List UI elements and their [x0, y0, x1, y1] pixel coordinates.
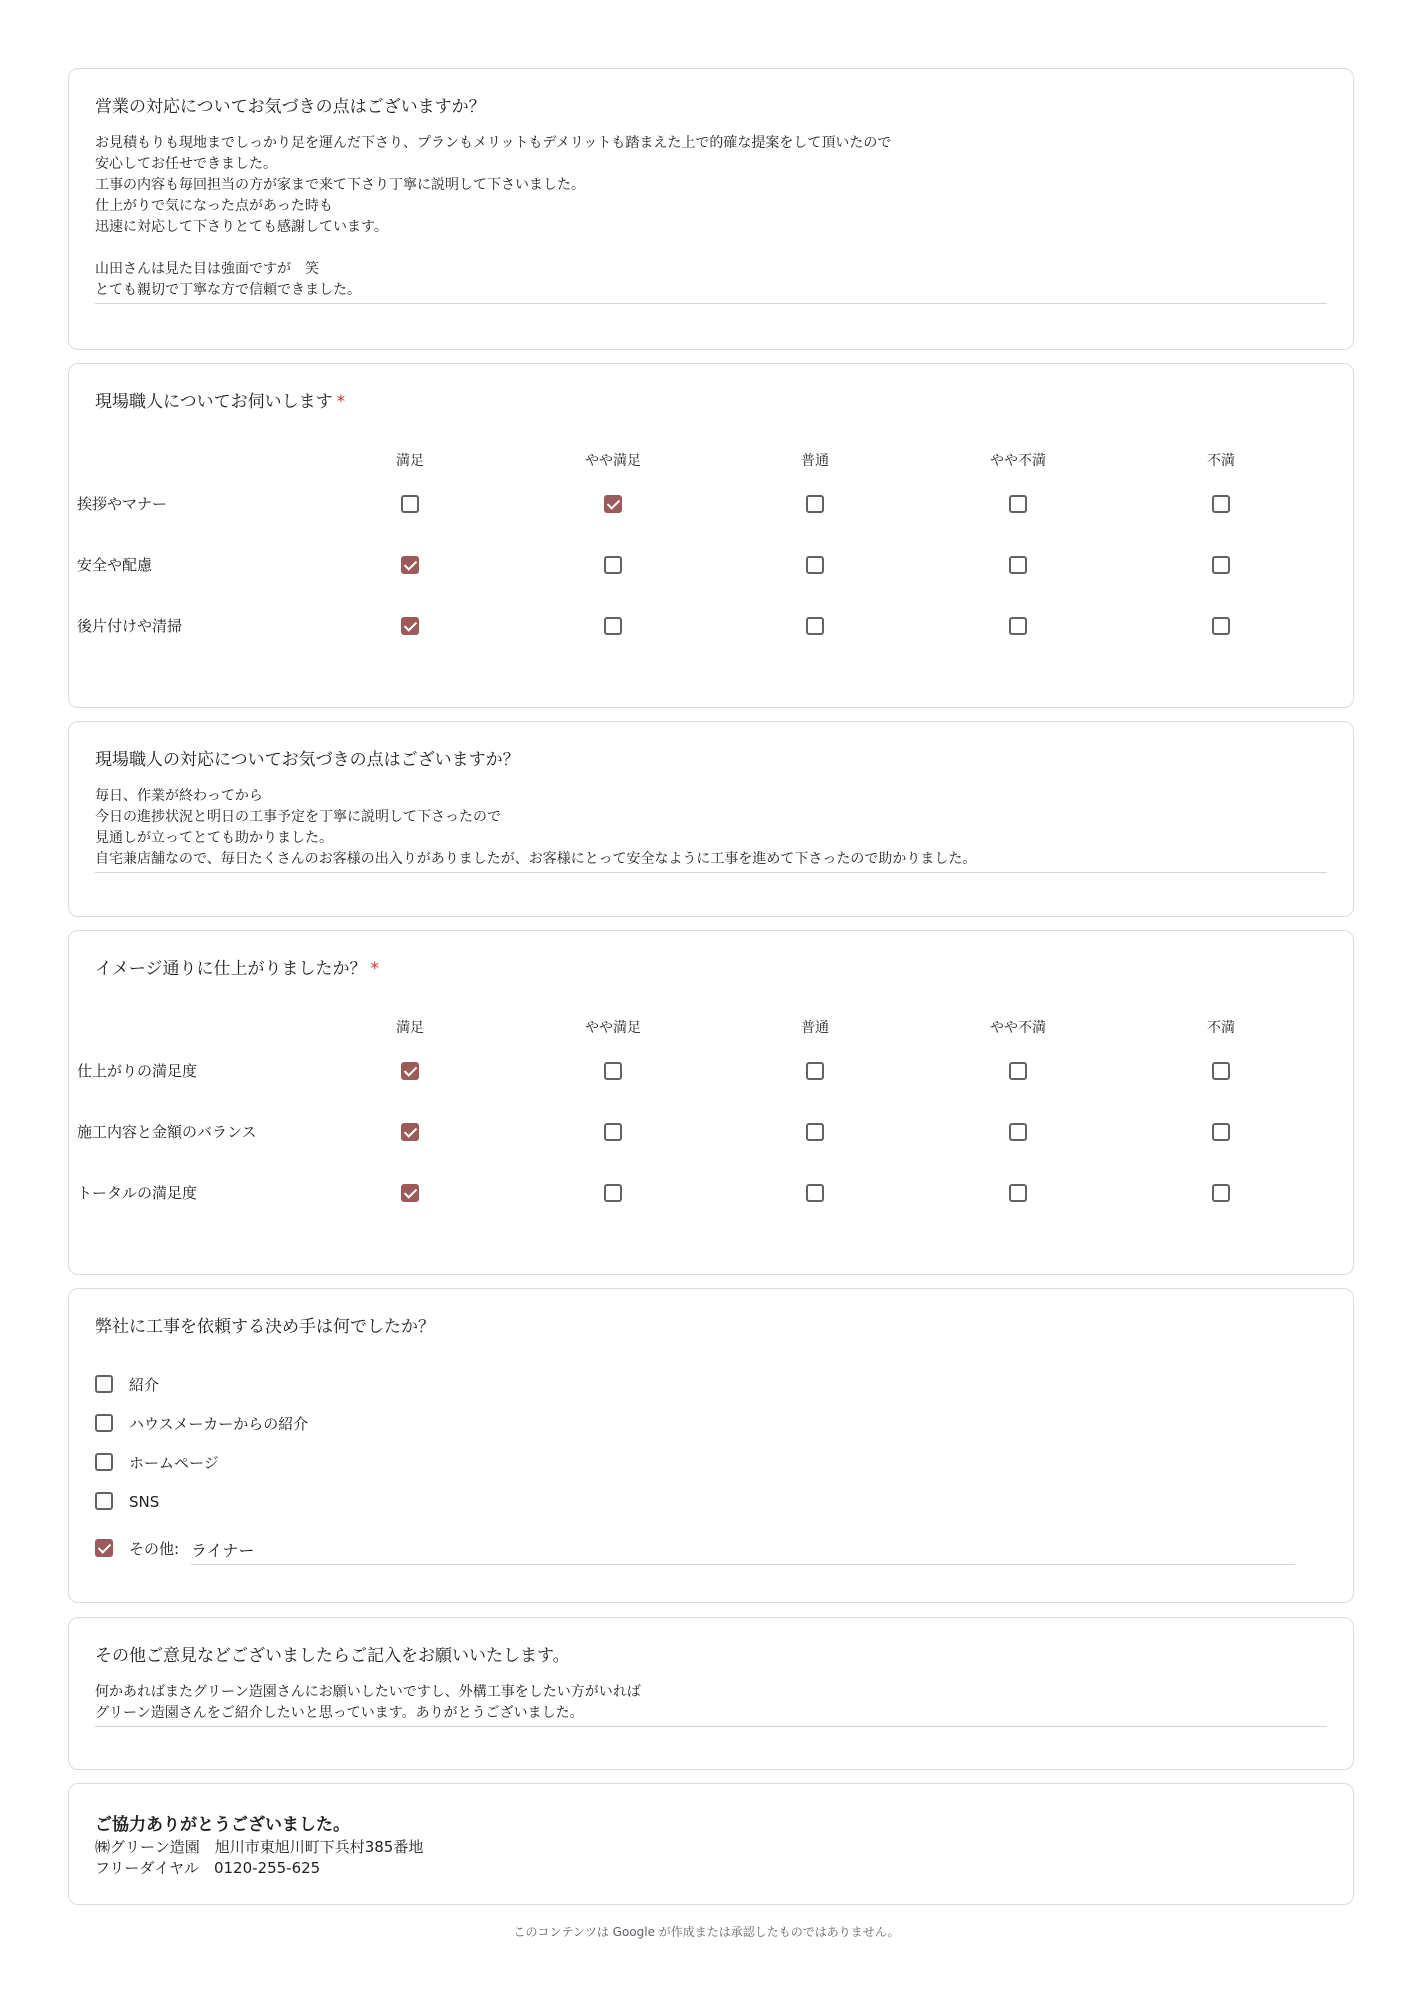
- grid-checkbox[interactable]: [806, 1062, 824, 1080]
- grid-checkbox[interactable]: [1212, 1184, 1230, 1202]
- grid-checkbox-checked[interactable]: [401, 1062, 419, 1080]
- option-other[interactable]: [95, 1538, 1295, 1560]
- answer-text[interactable]: お見積もりも現地までしっかり足を運んだ下さり、プランもメリットもデメリットも踏まえた上で的確な提案をして頂いたので 安心してお任せできました。 工事の内容も毎回担当の方が家まで来て下さり丁寧に説明して下さいました。 仕上がりで気になった点があった時も 迅速に対応して下さりとても感謝しています。 山田さんは見た目は強面ですが 笑 とても親切で丁寧な方で信頼できました。: [95, 133, 1327, 304]
- checkbox[interactable]: [95, 1375, 113, 1393]
- row-label: トータルの満足度: [77, 1184, 198, 1202]
- row-label: 仕上がりの満足度: [77, 1062, 198, 1080]
- required-mark: *: [336, 392, 346, 412]
- grid-checkbox[interactable]: [604, 617, 622, 635]
- column-header: 満足: [396, 1020, 424, 1036]
- question-title: 弊社に工事を依頼する決め手は何でしたか？: [95, 1317, 435, 1337]
- question-title: 営業の対応についてお気づきの点はございますか？: [95, 97, 486, 117]
- grid-checkbox[interactable]: [806, 495, 824, 513]
- grid-checkbox[interactable]: [1212, 495, 1230, 513]
- grid-checkbox[interactable]: [401, 495, 419, 513]
- company-phone: フリーダイヤル 0120-255-625: [95, 1859, 321, 1877]
- grid-checkbox[interactable]: [1009, 495, 1027, 513]
- column-header: やや満足: [585, 453, 641, 469]
- column-header: やや不満: [990, 1020, 1046, 1036]
- grid-checkbox[interactable]: [1009, 556, 1027, 574]
- option-label: ホームページ: [129, 1454, 219, 1472]
- question-card-finish-grid: [68, 930, 1354, 1275]
- column-header: やや満足: [585, 1020, 641, 1036]
- option-label: ハウスメーカーからの紹介: [129, 1415, 309, 1433]
- grid-checkbox[interactable]: [604, 1062, 622, 1080]
- thanks-title: ご協力ありがとうございました。: [95, 1815, 350, 1835]
- question-card-reason: [68, 1288, 1354, 1603]
- grid-checkbox[interactable]: [806, 1123, 824, 1141]
- grid-checkbox[interactable]: [1212, 1123, 1230, 1141]
- question-card-craftsmen-comment: [68, 721, 1354, 917]
- grid-checkbox[interactable]: [1009, 1062, 1027, 1080]
- row-label: 後片付けや清掃: [77, 617, 183, 635]
- other-text-input[interactable]: ライナー: [191, 1540, 1295, 1565]
- answer-text[interactable]: 毎日、作業が終わってから 今日の進捗状況と明日の工事予定を丁寧に説明して下さったので 見通しが立ってとても助かりました。 自宅兼店舗なので、毎日たくさんのお客様の出入りがありましたが、お客様にとって安全なように工事を進めて下さったので助かりました。: [95, 786, 1327, 873]
- column-header: 普通: [801, 1020, 829, 1036]
- footer-disclaimer: このコンテンツは Google が作成または承認したものではありません。: [513, 1925, 900, 1939]
- grid-checkbox[interactable]: [1212, 556, 1230, 574]
- grid-checkbox-checked[interactable]: [401, 1184, 419, 1202]
- row-label: 施工内容と金額のバランス: [77, 1123, 257, 1141]
- company-address: ㈱グリーン造園 旭川市東旭川町下兵村385番地: [95, 1838, 424, 1856]
- option-label: その他:: [129, 1540, 180, 1558]
- grid-checkbox-checked[interactable]: [401, 1123, 419, 1141]
- grid-checkbox[interactable]: [1009, 1123, 1027, 1141]
- row-label: 挨拶やマナー: [77, 495, 168, 513]
- column-header: 満足: [396, 453, 424, 469]
- grid-checkbox[interactable]: [806, 1184, 824, 1202]
- question-card-sales-comment: [68, 68, 1354, 350]
- question-title: その他ご意見などございましたらご記入をお願いいたします。: [95, 1646, 570, 1666]
- grid-checkbox[interactable]: [1212, 617, 1230, 635]
- checkbox[interactable]: [95, 1414, 113, 1432]
- grid-checkbox[interactable]: [604, 1123, 622, 1141]
- answer-text[interactable]: 何かあればまたグリーン造園さんにお願いしたいですし、外構工事をしたい方がいれば グリーン造園さんをご紹介したいと思っています。ありがとうございました。: [95, 1682, 1327, 1727]
- option-label: 紹介: [129, 1376, 160, 1394]
- question-title: 現場職人の対応についてお気づきの点はございますか？: [95, 750, 520, 770]
- question-card-craftsmen-grid: [68, 363, 1354, 708]
- checkbox-grid: [69, 364, 1353, 707]
- checkbox-checked[interactable]: [95, 1539, 113, 1557]
- question-card-opinion: [68, 1617, 1354, 1770]
- column-header: やや不満: [990, 453, 1046, 469]
- checkbox[interactable]: [95, 1492, 113, 1510]
- grid-checkbox-checked[interactable]: [604, 495, 622, 513]
- grid-checkbox[interactable]: [604, 556, 622, 574]
- checkbox[interactable]: [95, 1453, 113, 1471]
- column-header: 普通: [801, 453, 829, 469]
- question-title-text: 現場職人についてお伺いします: [95, 392, 333, 412]
- thanks-card: [68, 1783, 1354, 1905]
- required-mark: *: [370, 959, 379, 979]
- grid-checkbox[interactable]: [1009, 617, 1027, 635]
- grid-checkbox[interactable]: [604, 1184, 622, 1202]
- grid-checkbox[interactable]: [1212, 1062, 1230, 1080]
- grid-checkbox[interactable]: [1009, 1184, 1027, 1202]
- checkbox-grid: [69, 931, 1353, 1274]
- row-label: 安全や配慮: [77, 556, 153, 574]
- grid-checkbox[interactable]: [806, 617, 824, 635]
- option-label: SNS: [129, 1493, 160, 1511]
- column-header: 不満: [1207, 1020, 1235, 1036]
- question-title-text: イメージ通りに仕上がりましたか？: [95, 959, 367, 979]
- grid-checkbox[interactable]: [806, 556, 824, 574]
- grid-checkbox-checked[interactable]: [401, 556, 419, 574]
- grid-checkbox-checked[interactable]: [401, 617, 419, 635]
- column-header: 不満: [1207, 453, 1235, 469]
